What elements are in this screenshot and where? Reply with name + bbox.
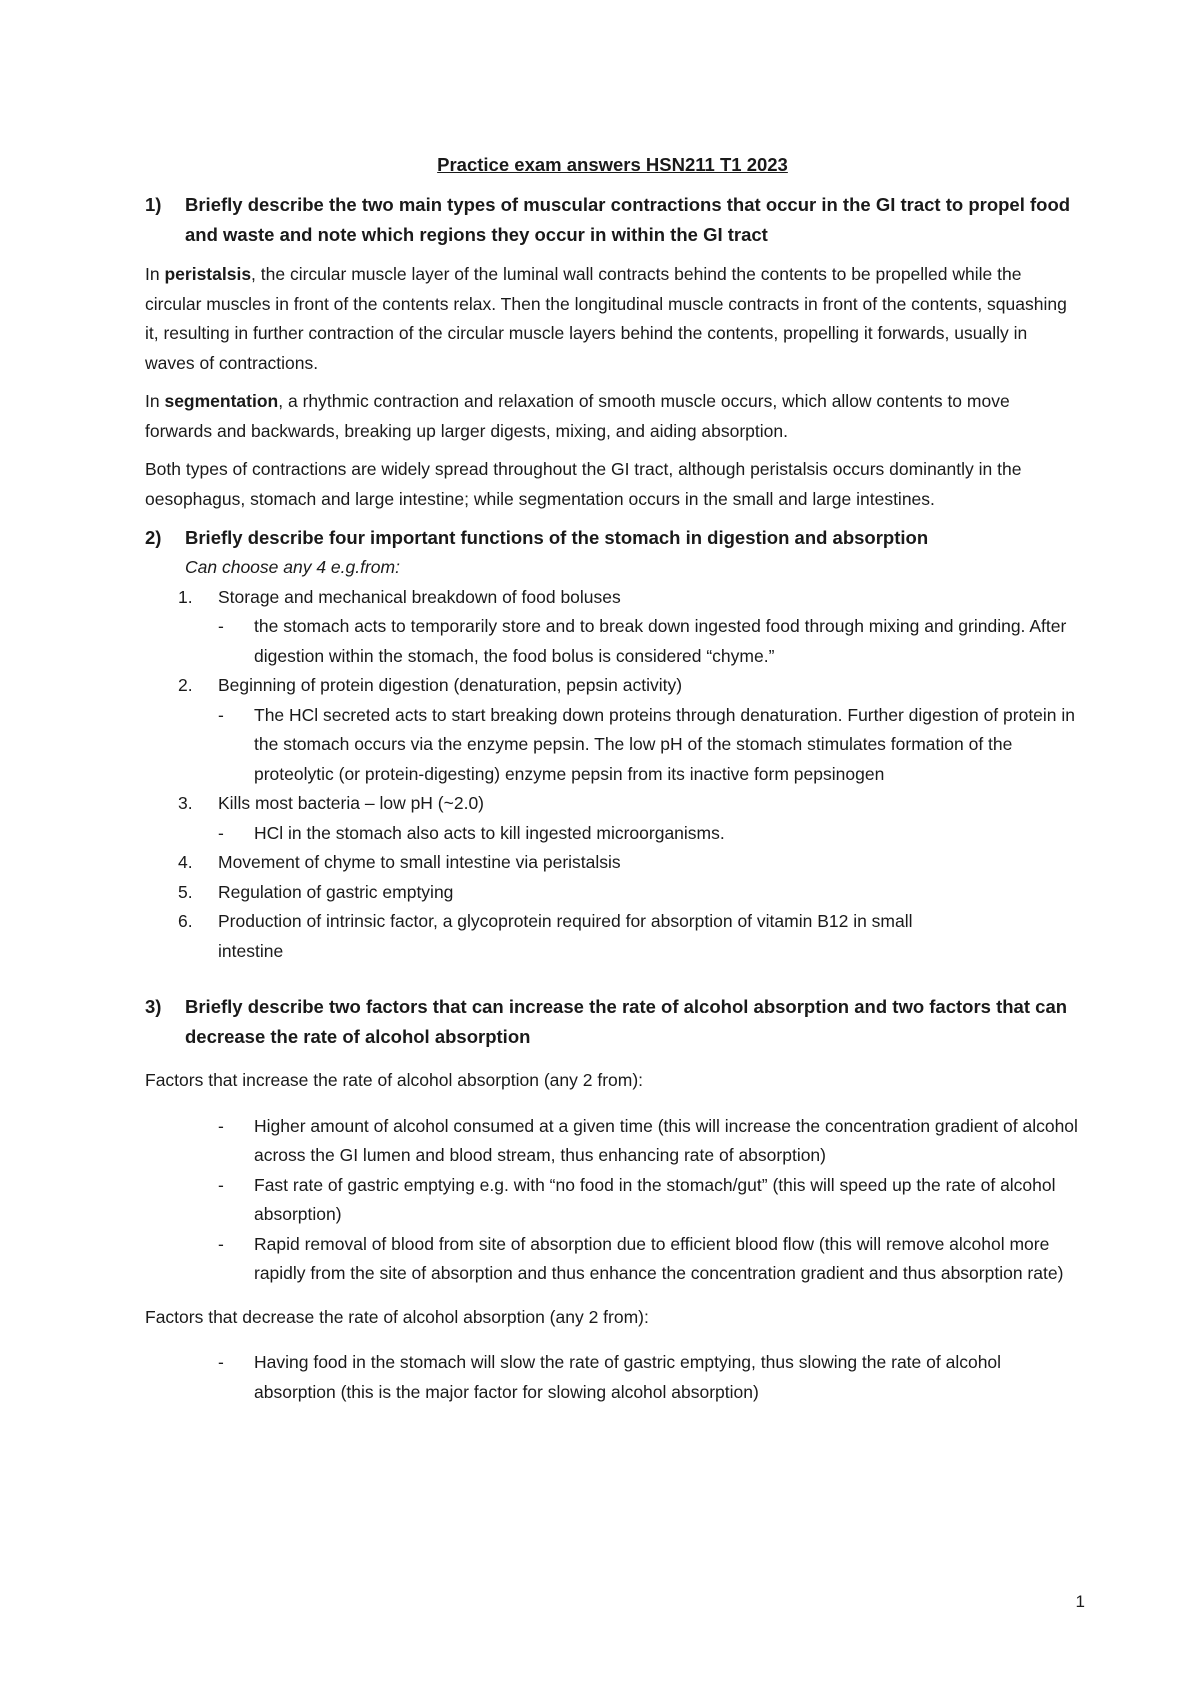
list-item-text: Regulation of gastric emptying — [218, 881, 454, 902]
list-subitem: - The HCl secreted acts to start breaking down proteins through denaturation. Further digestion of protein in the stomach occurs via the enzyme pepsin. The low pH of the stomach stimulates formation of the proteolytic (or protein-digesting) enzyme pepsin from its inactive form pepsinogen — [218, 704, 1076, 784]
list-item-text: Kills most bacteria – low pH (~2.0) — [218, 793, 485, 813]
list-item: - Rapid removal of blood from site of absorption due to efficient blood flow (this will remove alcohol more rapidly from the site of absorption and thus enhance the concentration gradient and thus absorption rate) — [218, 1233, 1064, 1283]
list-subitem: - the stomach acts to temporarily store and to break down ingested food through mixing and grinding. After digestion within the stomach, the food bolus is considered “chyme.” — [218, 616, 1067, 666]
page-title: Practice exam answers HSN211 T1 2023 — [437, 154, 788, 175]
list-item-text: Beginning of protein digestion (denaturation, pepsin activity) — [218, 675, 683, 695]
list-item: - Having food in the stomach will slow the rate of gastric emptying, thus slowing the rate of alcohol absorption (this is the major factor for slowing alcohol absorption) — [218, 1352, 1002, 1402]
answer-paragraph-regions: Both types of contractions are widely spread throughout the GI tract, although peristalsis occurs dominantly in the oesophagus, stomach and large intestine; while segmentation occurs in the small and large intestines. — [145, 459, 1022, 509]
question-text: Briefly describe two factors that can increase the rate of alcohol absorption and two factors that can decrease the rate of alcohol absorption — [185, 996, 1068, 1047]
question-number: 1) — [145, 194, 162, 215]
list-subitem: - HCl in the stomach also acts to kill ingested microorganisms. — [218, 822, 725, 843]
list-item-text: Movement of chyme to small intestine via peristalsis — [218, 852, 621, 872]
question-2 — [145, 523, 1080, 553]
decrease-factors-list — [218, 1348, 1080, 1407]
list-item: 6. Production of intrinsic factor, a glycoprotein required for absorption of vitamin B12 in small intestine — [145, 907, 1080, 966]
question-text: Briefly describe four important functions of the stomach in digestion and absorption — [185, 527, 929, 548]
document-body — [145, 140, 1080, 1407]
question-number: 2) — [145, 527, 162, 548]
decrease-factors-intro: Factors that decrease the rate of alcohol absorption (any 2 from): — [145, 1306, 649, 1327]
answer-paragraph-segmentation: In segmentation, a rhythmic contraction and relaxation of smooth muscle occurs, which allow contents to move forwards and backwards, breaking up larger digests, mixing, and aiding absorption. — [145, 391, 1010, 441]
list-item-text: Production of intrinsic factor, a glycoprotein required for absorption of vitamin B12 in small intestine — [218, 911, 913, 961]
term-segmentation: segmentation — [164, 391, 279, 411]
page-number: 1 — [1075, 1592, 1085, 1611]
list-item: - Fast rate of gastric emptying e.g. with “no food in the stomach/gut” (this will speed up the rate of alcohol absorption) — [218, 1174, 1056, 1224]
question-3 — [145, 992, 1080, 1052]
question-1 — [145, 190, 1080, 250]
list-item-text: Storage and mechanical breakdown of food boluses — [218, 586, 621, 607]
list-item: 3. Kills most bacteria – low pH (~2.0) - HCl in the stomach also acts to kill ingested microorganisms. — [145, 789, 1080, 848]
list-item: 2. Beginning of protein digestion (denaturation, pepsin activity) - The HCl secreted acts to start breaking down proteins through denaturation. Further digestion of protein in the stomach occurs via the enzyme pepsin. The low pH of the stomach stimulates formation of the proteolytic (or protein-digesting) enzyme pepsin from its inactive form pepsinogen — [145, 671, 1080, 789]
stomach-functions-list — [145, 583, 1080, 967]
increase-factors-list — [218, 1112, 1080, 1289]
list-item: - Higher amount of alcohol consumed at a given time (this will increase the concentration gradient of alcohol across the GI lumen and blood stream, thus enhancing rate of absorption) — [218, 1115, 1078, 1165]
question-text: Briefly describe the two main types of muscular contractions that occur in the GI tract to propel food and waste and note which regions they occur in within the GI tract — [185, 194, 1071, 245]
answer-note: Can choose any 4 e.g.from: — [185, 557, 400, 577]
list-item: 1. Storage and mechanical breakdown of food boluses - the stomach acts to temporarily store and to break down ingested food through mixing and grinding. After digestion within the stomach, the food bolus is considered “chyme.” — [145, 583, 1080, 672]
question-number: 3) — [145, 996, 162, 1017]
answer-paragraph-peristalsis: In peristalsis, the circular muscle layer of the luminal wall contracts behind the contents to be propelled while the circular muscles in front of the contents relax. Then the longitudinal muscle contracts in front of the contents, squashing it, resulting in further contraction of the circular muscle layers behind the contents, propelling it forwards, usually in waves of contractions. — [145, 264, 1067, 373]
list-item: 4. Movement of chyme to small intestine via peristalsis — [145, 848, 1080, 878]
list-item: 5. Regulation of gastric emptying — [145, 878, 1080, 908]
term-peristalsis: peristalsis — [164, 264, 252, 284]
increase-factors-intro: Factors that increase the rate of alcohol absorption (any 2 from): — [145, 1070, 644, 1090]
